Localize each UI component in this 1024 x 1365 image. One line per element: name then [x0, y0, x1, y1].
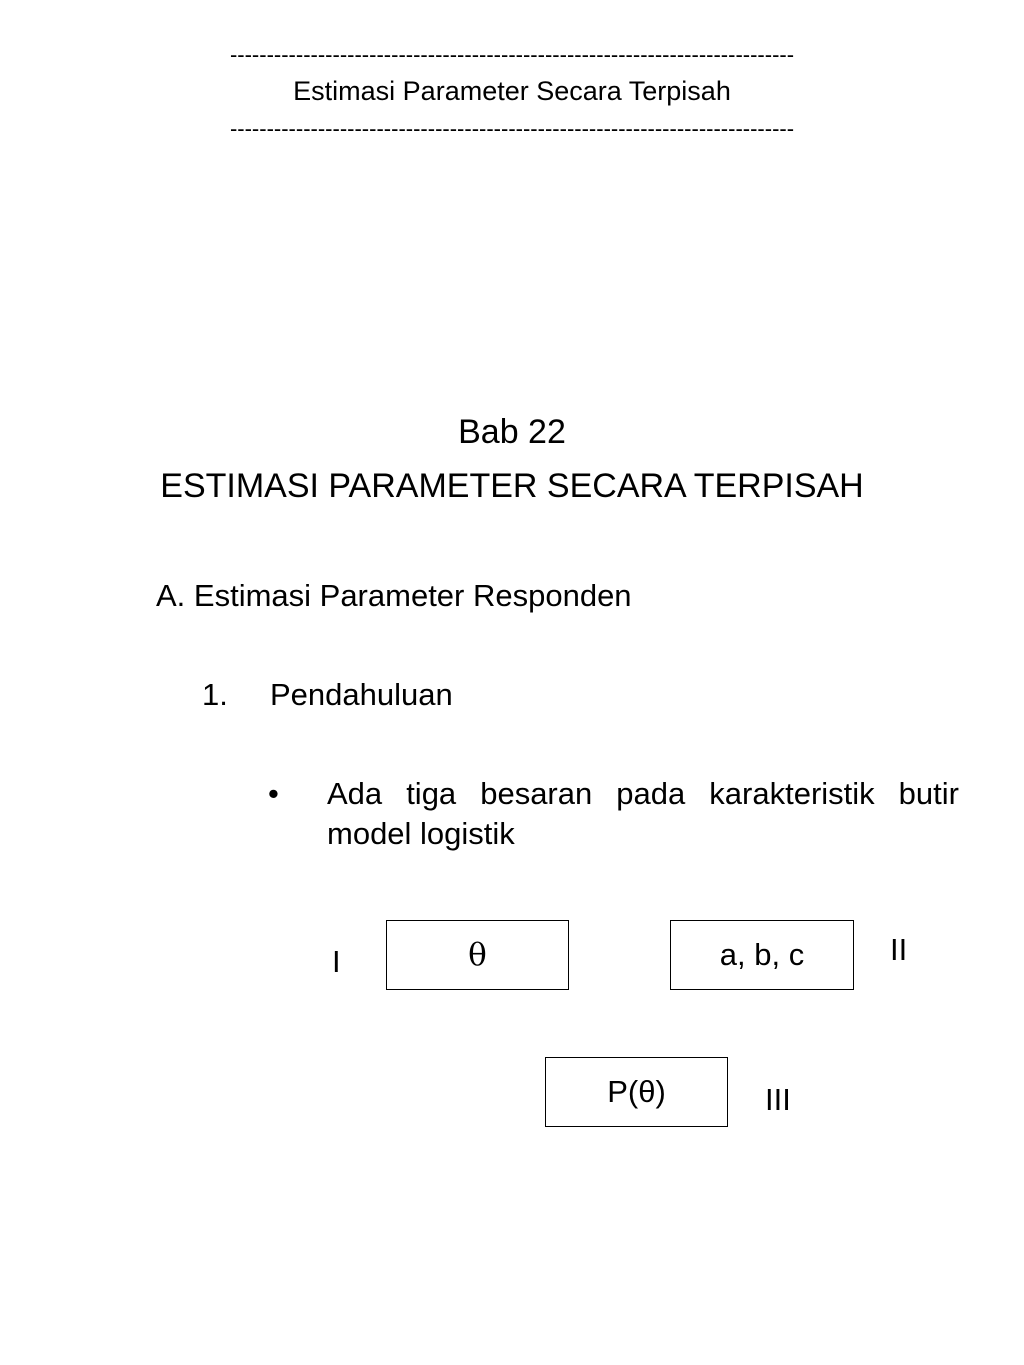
- label-i: I: [332, 944, 341, 979]
- box-abc-text: a, b, c: [719, 937, 805, 972]
- section-heading: A. Estimasi Parameter Responden: [156, 578, 632, 613]
- header-title: Estimasi Parameter Secara Terpisah: [293, 76, 731, 106]
- label-iii: III: [765, 1082, 791, 1117]
- box-theta-text: θ: [468, 937, 487, 973]
- label-ii: II: [890, 932, 908, 967]
- box-abc: [670, 920, 854, 990]
- subsection-title: Pendahuluan: [270, 677, 453, 712]
- bullet-marker: •: [268, 776, 279, 811]
- chapter-number: Bab 22: [458, 413, 566, 451]
- bullet-text: Ada tiga besaran pada karakteristik butir model logistik: [327, 776, 959, 851]
- box-p-theta: [545, 1057, 728, 1127]
- box-p-theta-text: P(θ): [607, 1074, 666, 1109]
- subsection-number: 1.: [202, 677, 228, 712]
- header-dash-top: -----------------------------------------------------------------------------: [229, 42, 795, 67]
- chapter-title: ESTIMASI PARAMETER SECARA TERPISAH: [160, 467, 864, 505]
- header-dash-bottom: -----------------------------------------------------------------------------: [229, 116, 795, 141]
- box-theta: [386, 920, 569, 990]
